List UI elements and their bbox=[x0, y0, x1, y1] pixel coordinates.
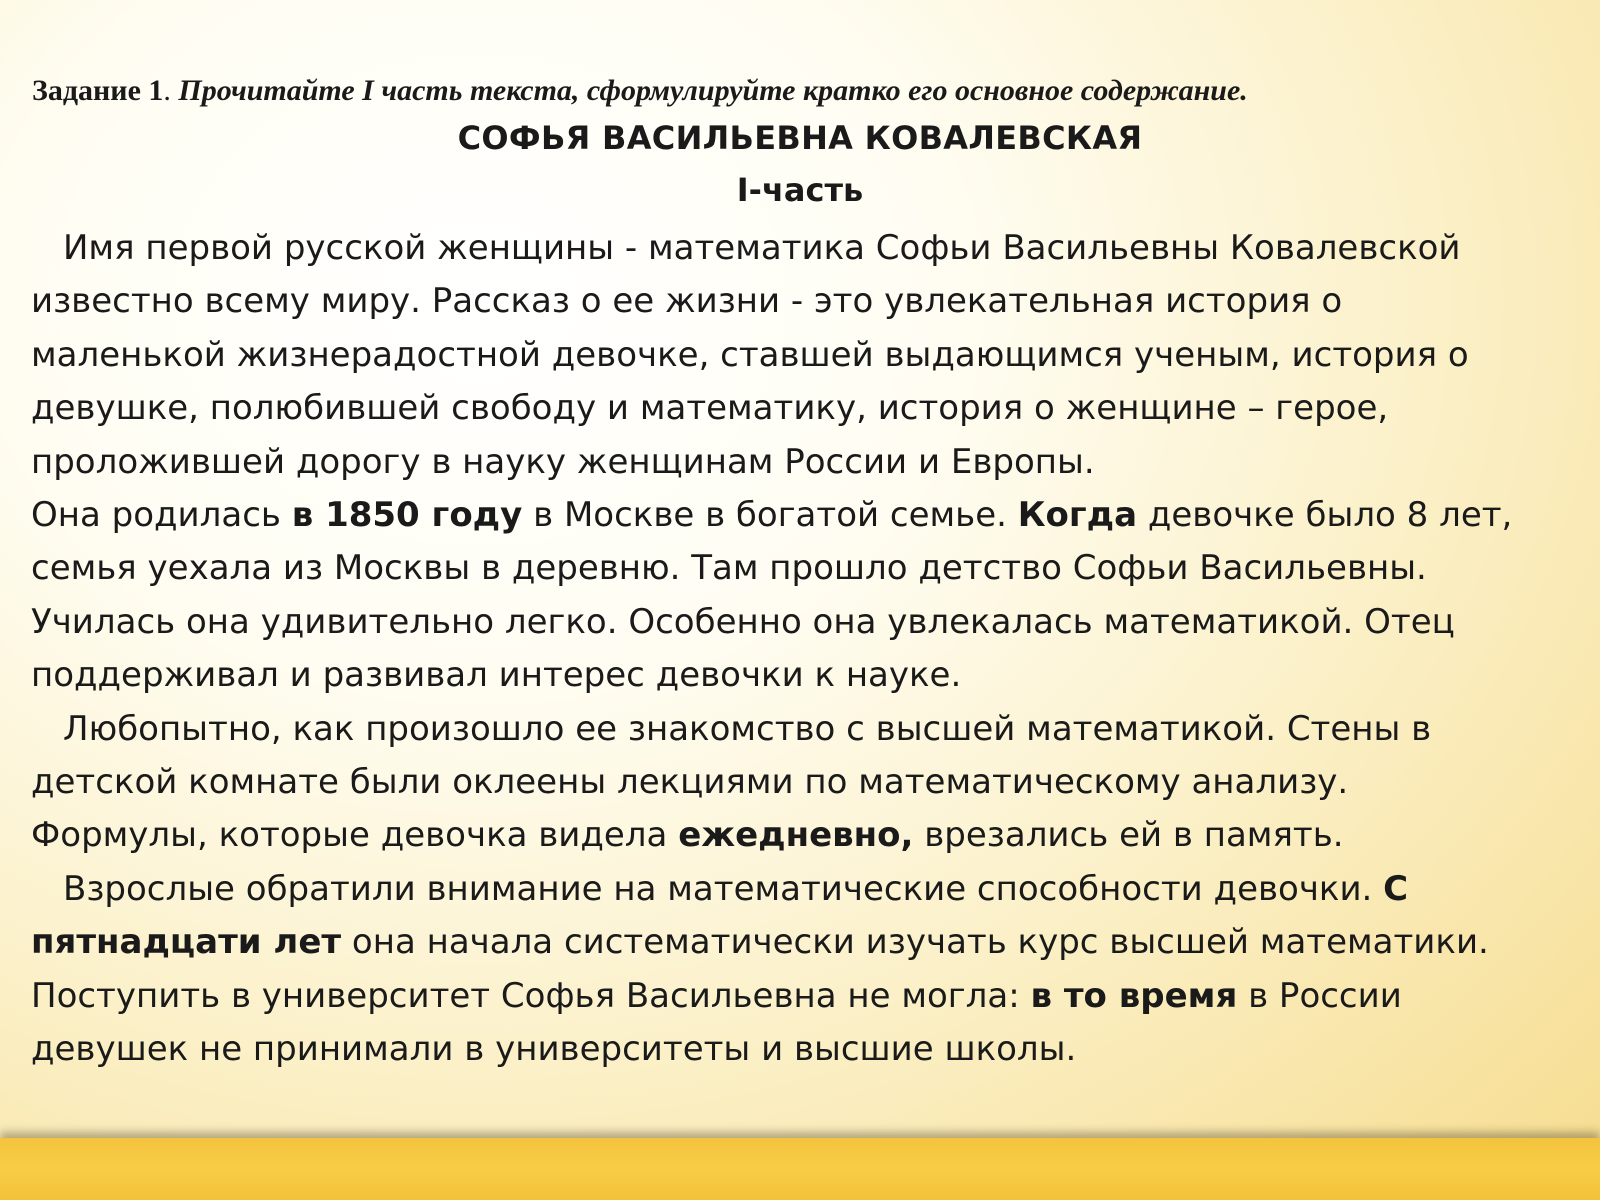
text-line bbox=[31, 649, 1591, 702]
text-segment: девушке, полюбившей свободу и математику, история о женщине – герое, bbox=[31, 388, 1389, 429]
bold-text-segment: Когда bbox=[1017, 495, 1138, 536]
text-line bbox=[31, 970, 1591, 1023]
text-segment: Поступить в университет Софья Васильевна не могла: bbox=[31, 975, 1031, 1016]
text-segment: врезались ей в память. bbox=[913, 815, 1344, 856]
page-subtitle: I-часть bbox=[736, 171, 864, 209]
text-line bbox=[31, 1023, 1591, 1076]
text-segment: проложившей дорогу в науку женщинам России и Европы. bbox=[31, 441, 1095, 482]
text-segment: девушек не принимали в университеты и высшие школы. bbox=[31, 1029, 1077, 1070]
task-label: Задание 1 bbox=[32, 74, 164, 107]
page-title: СОФЬЯ ВАСИЛЬЕВНА КОВАЛЕВСКАЯ bbox=[457, 119, 1143, 157]
text-line bbox=[31, 703, 1591, 756]
text-segment: детской комнате были оклеены лекциями по математическому анализу. bbox=[31, 762, 1349, 803]
bold-text-segment: С bbox=[1383, 868, 1409, 909]
bold-text-segment: в 1850 году bbox=[291, 495, 523, 536]
text-line bbox=[31, 489, 1591, 542]
text-segment: известно всему миру. Рассказ о ее жизни - это увлекательная история о bbox=[31, 281, 1343, 322]
text-line bbox=[31, 863, 1591, 916]
text-segment: Взрослые обратили внимание на математические способности девочки. bbox=[63, 868, 1384, 909]
bottom-bar bbox=[0, 1138, 1600, 1200]
text-segment: Формулы, которые девочка видела bbox=[31, 815, 679, 856]
text-segment: поддерживал и развивал интерес девочки к науке. bbox=[31, 655, 962, 696]
text-segment: она начала систематически изучать курс высшей математики. bbox=[341, 922, 1489, 963]
bold-text-segment: пятнадцати лет bbox=[31, 922, 342, 963]
bold-text-segment: в то время bbox=[1030, 975, 1238, 1016]
text-line bbox=[31, 756, 1591, 809]
text-line bbox=[31, 222, 1591, 275]
task-separator: . bbox=[163, 74, 171, 107]
text-segment: маленькой жизнерадостной девочке, ставшей выдающимся ученым, история о bbox=[31, 334, 1469, 375]
text-segment: Училась она удивительно легко. Особенно она увлекалась математикой. Отец bbox=[31, 601, 1455, 642]
text-line bbox=[31, 329, 1591, 382]
text-line bbox=[31, 382, 1591, 435]
body-text bbox=[31, 222, 1591, 1077]
text-line bbox=[31, 809, 1591, 862]
text-segment: Любопытно, как произошло ее знакомство с высшей математикой. Стены в bbox=[63, 708, 1432, 749]
text-segment: Имя первой русской женщины - математика Софьи Васильевны Ковалевской bbox=[63, 228, 1461, 268]
text-segment: семья уехала из Москвы в деревню. Там прошло детство Софьи Васильевны. bbox=[31, 548, 1427, 589]
text-segment: девочке было 8 лет, bbox=[1137, 495, 1513, 536]
text-line bbox=[31, 542, 1591, 595]
text-segment: Она родилась bbox=[31, 495, 292, 536]
task-instruction bbox=[32, 72, 1572, 110]
text-line bbox=[31, 275, 1591, 328]
text-line bbox=[31, 436, 1591, 489]
text-line bbox=[31, 916, 1591, 969]
task-text: Прочитайте I часть текста, сформулируйте кратко его основное содержание. bbox=[178, 74, 1248, 107]
text-line bbox=[31, 596, 1591, 649]
text-segment: в России bbox=[1237, 975, 1402, 1016]
bold-text-segment: ежедневно, bbox=[678, 815, 914, 856]
text-segment: в Москве в богатой семье. bbox=[522, 495, 1018, 536]
